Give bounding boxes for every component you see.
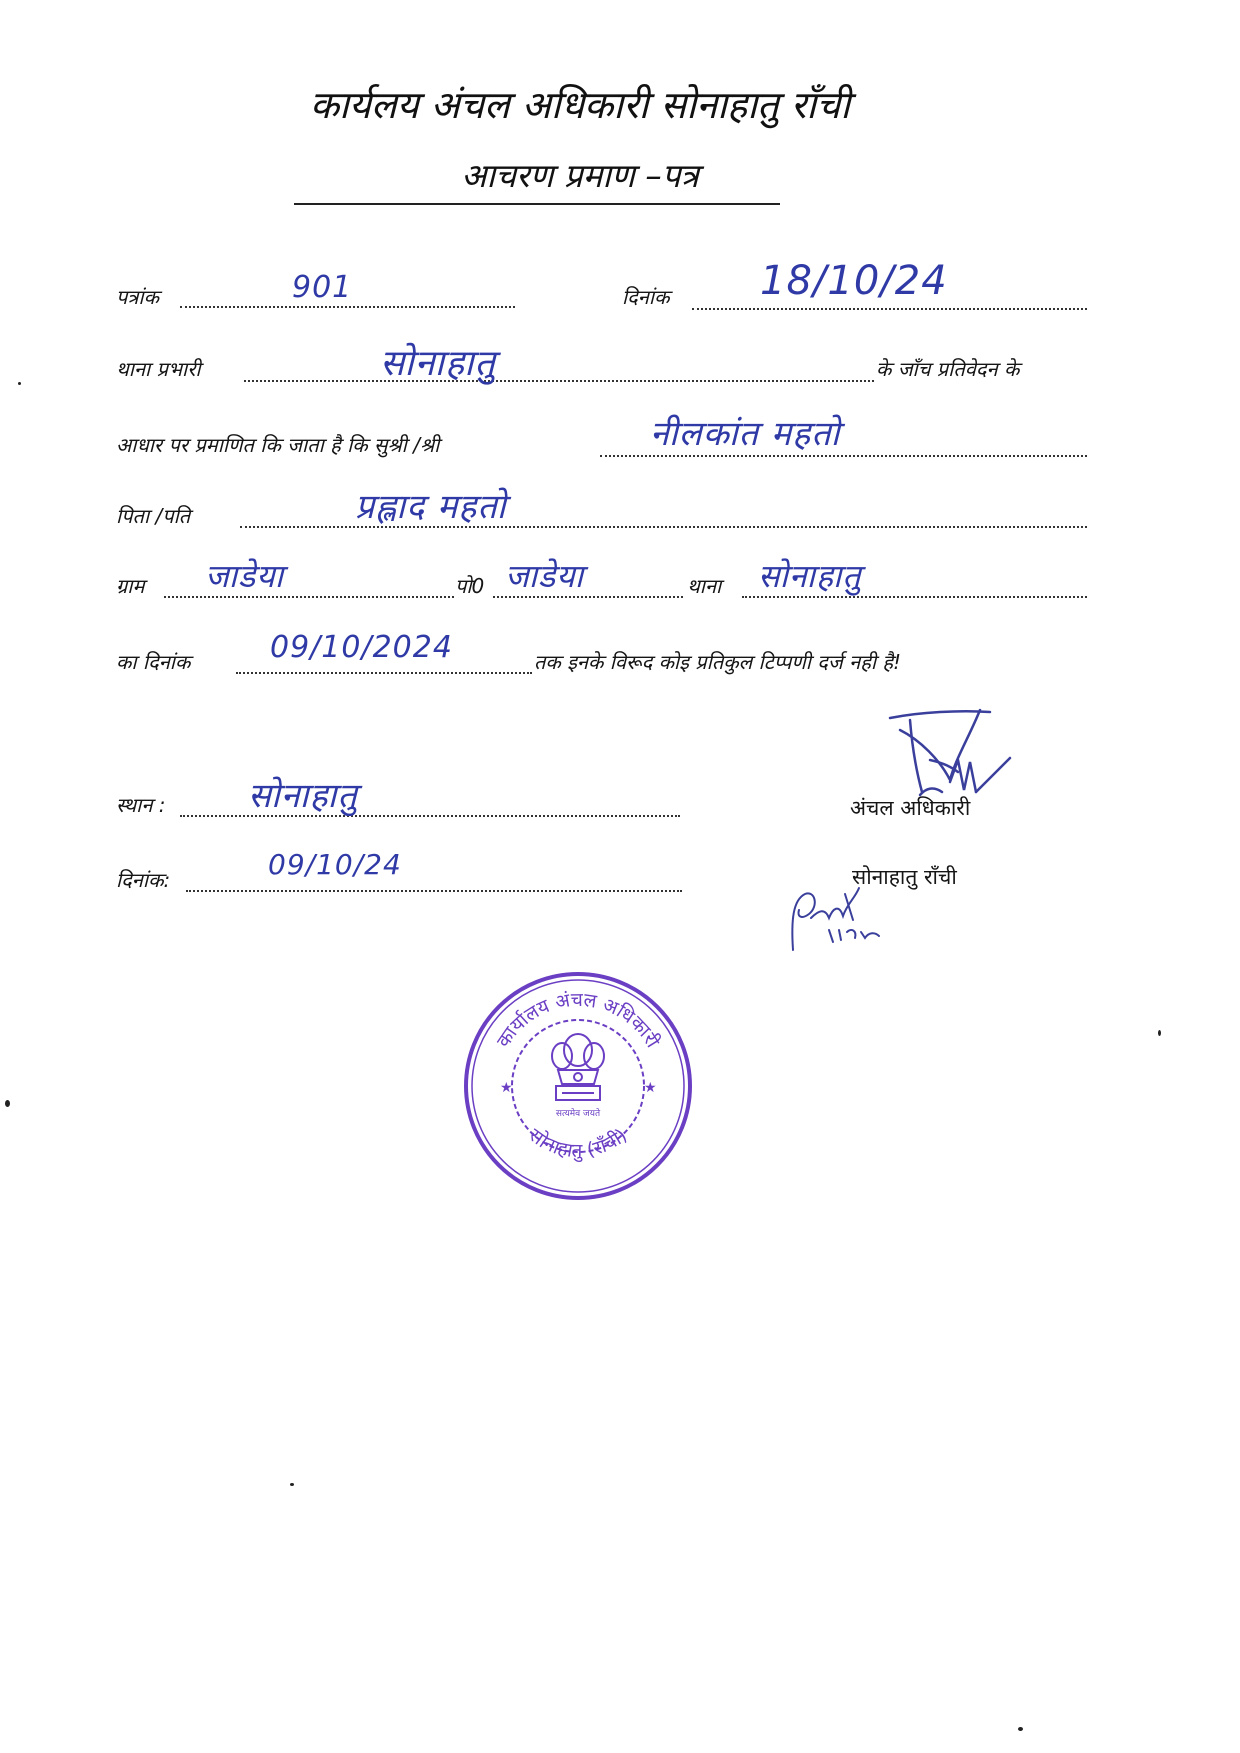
ref-no-label: पत्रांक: [116, 285, 159, 309]
certify-row: [0, 415, 1240, 475]
police-incharge-label: थाना प्रभारी: [116, 357, 201, 381]
footer-date-label: दिनांक:: [116, 868, 171, 892]
statement-text: तक इनके विरूद कोइ प्रतिकुल टिप्पणी दर्ज नही है!: [534, 650, 902, 674]
police-incharge-row: [0, 335, 1240, 395]
station-label: थाना: [687, 574, 722, 598]
ref-date-row: [0, 250, 1240, 310]
scan-speck: [5, 1100, 10, 1107]
footer-date-value: 09/10/24: [268, 848, 402, 881]
counter-signature: [785, 880, 895, 960]
title-underline: [294, 203, 780, 205]
stamp-top-text: कार्यालय अंचल अधिकारी: [492, 988, 664, 1052]
scan-speck: [1018, 1727, 1023, 1731]
father-name-value: प्रह्लाद महतो: [355, 487, 507, 527]
footer-date-row: [0, 850, 1240, 910]
person-name-line: [600, 455, 1087, 457]
till-date-value: 09/10/2024: [270, 630, 453, 665]
scan-speck: [18, 382, 21, 385]
ref-no-line: [180, 306, 515, 308]
police-incharge-line: [244, 380, 874, 382]
place-label: स्थान :: [116, 793, 166, 817]
official-stamp: [462, 970, 694, 1202]
place-value: सोनाहातु: [248, 776, 358, 816]
report-suffix: के जाँच प्रतिवेदन के: [876, 357, 1020, 381]
issue-date-line: [692, 308, 1087, 310]
officer-designation: अंचल अधिकारी: [850, 796, 971, 820]
father-row: [0, 487, 1240, 550]
post-value: जाडेया: [505, 557, 585, 595]
svg-text:★: ★: [644, 1080, 657, 1096]
scan-speck: [1158, 1030, 1161, 1036]
place-row: [0, 775, 1240, 835]
svg-text:★: ★: [500, 1080, 513, 1096]
stamp-bottom-text: सोनाहातु (राँची): [524, 1124, 632, 1162]
till-date-label: का दिनांक: [116, 650, 191, 674]
certify-text: आधार पर प्रमाणित कि जाता है कि सुश्री /श्री: [116, 433, 440, 457]
till-date-line: [236, 672, 532, 674]
village-value: जाडेया: [205, 557, 285, 595]
national-emblem-icon: [552, 1034, 604, 1100]
address-row: [0, 557, 1240, 620]
post-label: पो0: [455, 574, 485, 598]
father-label: पिता /पति: [116, 504, 191, 528]
officer-place: सोनाहातु राँची: [852, 865, 957, 889]
person-name-value: नीलकांत महतो: [650, 414, 841, 454]
station-value: सोनाहातु: [758, 557, 862, 595]
officer-signature: [880, 700, 1020, 820]
office-title: कार्यलय अंचल अधिकारी सोनाहातु राँची: [309, 83, 851, 127]
stamp-motto: सत्यमेव जयते: [555, 1109, 601, 1119]
issue-date-value: 18/10/24: [760, 258, 948, 304]
footer-date-line: [186, 890, 682, 892]
scan-speck: [290, 1483, 294, 1486]
till-date-row: [0, 630, 1240, 696]
ref-no-value: 901: [292, 270, 353, 305]
document-title: आचरण प्रमाण –पत्र: [461, 156, 699, 195]
village-label: ग्राम: [116, 574, 145, 598]
police-incharge-value: सोनाहातु: [380, 343, 496, 384]
issue-date-label: दिनांक: [622, 285, 670, 309]
